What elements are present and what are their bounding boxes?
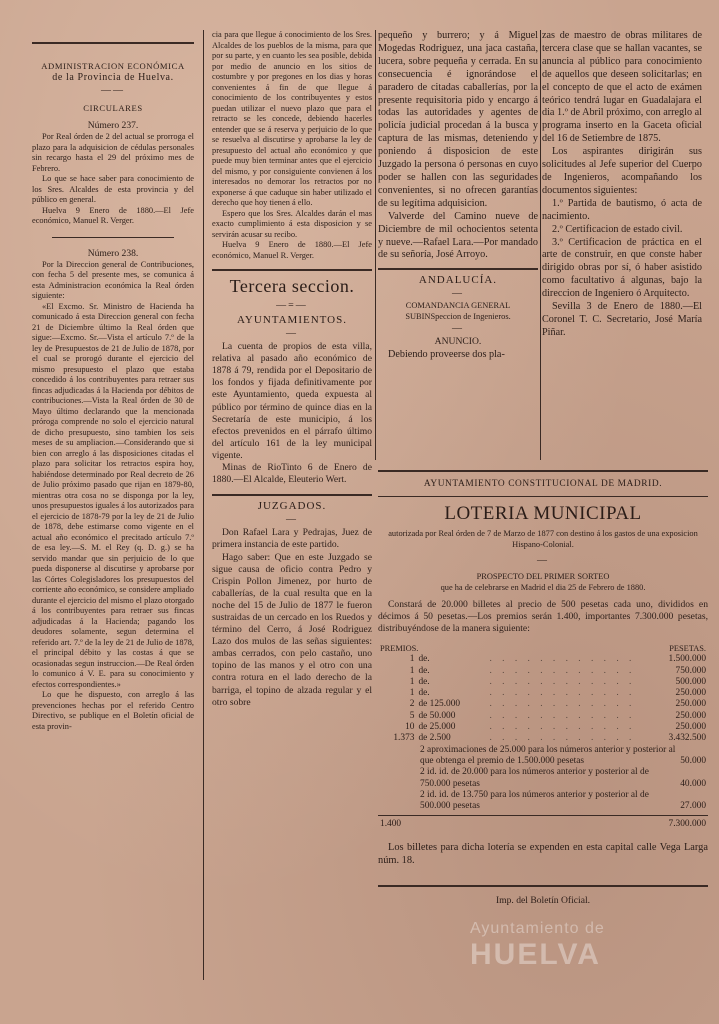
prizes-table (378, 643, 708, 654)
juzgados-heading: JUZGADOS. (257, 500, 327, 513)
ayuntamientos-signature: Minas de RioTinto 6 de Enero de 1880.—El Alcalde, Eleuterio Wert. (212, 462, 372, 486)
prize-row (378, 722, 708, 733)
dot-leader: . . . . . . . . . . . . (489, 676, 636, 687)
premios-column-header: PREMIOS. (380, 644, 419, 653)
total-amount: 7.300.000 (668, 819, 706, 830)
divider: —— (101, 85, 125, 97)
requirement-3: 3.º Certificacion de práctica en el arte de construir, en que conste haber dirigido obras por sí, ó haber asistido como facultativo á algunas, bajo la direccion de Ingeniero ó Arquitecto. (542, 236, 702, 300)
divider: — (286, 328, 298, 340)
prize-desc: de. (418, 688, 430, 699)
loteria-title: LOTERIA MUNICIPAL (444, 503, 642, 524)
prize-desc: de. (418, 676, 430, 687)
notice-238-request: Espero que los Sres. Alcaldes darán el mas exacto cumplimiento á esta disposicion y se servirán acusar su recibo. (212, 208, 372, 239)
approximation-amount: 50.000 (680, 755, 706, 766)
watermark-line-2: HUELVA (470, 938, 601, 971)
prize-row (378, 654, 708, 665)
section-rule (378, 268, 538, 270)
anuncio-continuation: zas de maestro de obras militares de tercera clase que se hallan vacantes, se anuncia al público para conocimiento de aquellos que deseen solicitarlas; en el concepto de que el acto de exámen teórico tendrá lugar en Guadalajara el dia 1.º de Abril próximo, con arreglo al programa inserto en la Gaceta oficial del 16 de Setiembre de 1875. (542, 30, 702, 145)
prize-amount: 1.500.000 (668, 654, 706, 665)
prospecto-date: que ha de celebrarse en Madrid el dia 25 de Febrero de 1880. (440, 582, 646, 592)
andalucia-heading: ANDALUCÍA. (418, 274, 498, 287)
anuncio-requirements: Los aspirantes dirigirán sus solicitudes al Jefe superior del Cuerpo de Ingenieros, acompañando los documentos siguientes: (542, 146, 702, 196)
requirement-2: 2.º Certificacion de estado civil. (552, 223, 683, 235)
notice-238-closing: Lo que he dispuesto, con arreglo á las prevenciones hechas por el referido Centro Directivo, se publique en el Boletín oficial de esta provin- (32, 690, 194, 731)
prize-amount: 750.000 (675, 665, 706, 676)
admin-title: ADMINISTRACION ECONÓMICA (41, 61, 185, 71)
divider: — (286, 514, 298, 526)
prize-row (378, 699, 708, 710)
ayuntamientos-heading: AYUNTAMIENTOS. (237, 314, 347, 326)
divider: — (452, 323, 464, 335)
notice-238-title: Número 238. (87, 247, 139, 259)
ayuntamientos-body: La cuenta de propios de esta villa, relativa al pasado año económico de 1878 á 79, rendida por el Depositario de los fondos y fijada definitivamente por este Ayuntamiento, queda expuesta al público por término de quince dias en la Secretaría de este municipio, á los efectos prevenidos en el párrafo último del artículo 161 de la ley municipal vigente. (212, 341, 372, 461)
dot-leader: . . . . . . . . . . . . (489, 733, 636, 744)
approximation-row (378, 767, 708, 790)
imprenta: Imp. del Boletín Oficial. (495, 894, 591, 906)
prize-desc: de 50.000 (418, 710, 456, 721)
loteria-intro: Constará de 20.000 billetes al precio de 500 pesetas cada uno, divididos en décimos á 50 pesetas.—Los premios serán 1.400, importantes 7.300.000 pesetas, distribuyéndose de la manera siguiente: (378, 599, 708, 634)
prize-desc: de 2.500 (418, 733, 451, 744)
prize-amount: 250.000 (675, 722, 706, 733)
dot-leader: . . . . . . . . . . . . (489, 710, 636, 721)
prize-row (378, 688, 708, 699)
top-rule (32, 42, 194, 44)
billetes-notice: Los billetes para dicha lotería se expenden en esta capital calle Vega Larga núm. 18. (378, 841, 708, 866)
admin-subtitle: de la Provincia de Huelva. (52, 72, 174, 84)
prospecto-heading: PROSPECTO DEL PRIMER SORTEO (476, 572, 610, 581)
approximation-desc: 2 id. id. de 13.750 para los números anterior y posterior al de 500.000 pesetas (420, 789, 649, 812)
prize-qty: 5 (409, 710, 415, 721)
prize-amount: 250.000 (675, 688, 706, 699)
loteria-subtitle: autorizada por Real órden de 7 de Marzo de 1877 con destino á los gastos de una exposicion Hispano-Colonial. (388, 529, 698, 549)
divider: — (452, 288, 464, 300)
column-1 (32, 30, 194, 732)
divider: —=— (276, 300, 308, 311)
divider: — (537, 555, 549, 566)
pesetas-column-header: PESETAS. (669, 644, 706, 653)
column-rule-2 (375, 30, 376, 460)
section-rule (378, 470, 708, 472)
notice-237-title: Número 237. (87, 120, 139, 132)
section-rule (212, 269, 372, 271)
comandancia-heading: COMANDANCIA GENERAL SUBINSpeccion de Ingenieros. (405, 301, 511, 321)
anuncio-body: Debiendo proveerse dos pla- (388, 348, 505, 360)
section-title: Tercera seccion. (229, 276, 355, 296)
prizes-rows (378, 654, 708, 744)
prize-desc: de. (418, 665, 430, 676)
anuncio-heading: ANUNCIO. (434, 336, 482, 348)
juzgados-judge: Don Rafael Lara y Pedrajas, Juez de primera instancia de este partido. (212, 527, 372, 551)
total-qty: 1.400 (380, 819, 402, 830)
juzgados-body: Hago saber: Que en este Juzgado se sigue causa de oficio contra Pedro y Crispin Pollon Jimenez, por hurto de caballerías, de la cual resulta que en la noche del 15 de Julio de 1877 le fueron sustraidas de un cercado en los Ruedos y término del Cerro, á José Rodriguez Lazo dos mulos de las señas siguientes: ambas cerrados, con pelo castaño, uno topino de las manos y el otro con una contra rotura en el lado derecho de la barriga, el topino de alzada regular y el otro sobre (212, 551, 372, 708)
column-rule-1 (203, 30, 204, 980)
loteria-block (378, 466, 708, 907)
notice-238-signature: Huelva 9 Enero de 1880.—El Jefe económico, Manuel R. Verger. (212, 240, 372, 260)
prize-row (378, 733, 708, 744)
dot-leader: . . . . . . . . . . . . (489, 722, 636, 733)
prize-amount: 500.000 (675, 676, 706, 687)
section-rule (212, 494, 372, 496)
notice-238-continuation: cia para que llegue á conocimiento de los Sres. Alcaldes de los pueblos de la misma, para que por su parte, y en cuanto les sea posible, debida por medio de anuncio en los sitios de costumbre y por pregones en los dias y horas convenientes á fin de que llegue á conocimiento de los contribuyentes y estos puedan utilizar el nuevo plazo que para el retracto se les concede, debiendo hacerles entender que se á reserva y perjuicio de lo que se resuelva al discutirse y aprobarse la ley de presupuesto del actual año económico y que puede muy bien terminar antes que el ejercicio del mismo, y por consiguiente convienen á los interesados no demorar los retractos por no exponerse á que caduque sin haber utilizado el derecho que hoy tienen á ello. (212, 30, 372, 207)
prize-desc: de 25.000 (418, 722, 456, 733)
dot-leader: . . . . . . . . . . . . (489, 688, 636, 699)
anuncio-signature: Sevilla 3 de Enero de 1880.—El Coronel T. C. Secretario, José María Piñar. (542, 301, 702, 338)
watermark-line-1: Ayuntamiento de (470, 920, 605, 937)
prize-amount: 250.000 (675, 710, 706, 721)
section-rule (378, 885, 708, 887)
prize-row (378, 711, 708, 722)
approximation-desc: 2 aproximaciones de 25.000 para los números anterior y posterior al que obtenga el premio de 1.500.000 pesetas (420, 744, 676, 766)
prize-qty: 1.373 (393, 733, 415, 744)
loteria-ayuntamiento: AYUNTAMIENTO CONSTITUCIONAL DE MADRID. (423, 479, 663, 489)
requisitoria-body: pequeño y burrero; y á Miguel Mogedas Rodriguez, una jaca castaña, lucera, sobre pequeña y cerrada. En su consecuencia é ignorándose el paradero de citadas caballerías, por la presente requisitoria pido y encargo á todas las autoridades y agentes de policía judicial procedan á la busca y captura de las mismas, deteniendo y poniendo á disposicion de este Juzgado la persona ó personas en cuyo poder se hallen con las seguridades convenientes, si no ofrecen garantías de su legítima adquisicion. (378, 30, 538, 209)
divider (52, 237, 174, 238)
dot-leader: . . . . . . . . . . . . (489, 665, 636, 676)
requisitoria-signature: Valverde del Camino nueve de Diciembre de mil ochocientos setenta y nueve.—Rafael Lara.—Por mandado de su señoría, José Arroyo. (378, 210, 538, 261)
approximation-amount: 40.000 (680, 778, 706, 789)
prize-qty: 1 (409, 688, 415, 699)
column-2 (212, 30, 372, 709)
dot-leader (538, 643, 553, 654)
prize-amount: 250.000 (675, 699, 706, 710)
prize-qty: 1 (409, 676, 415, 687)
approximations-table (378, 745, 708, 813)
column-4 (542, 30, 702, 340)
prize-qty: 1 (409, 654, 415, 665)
prize-desc: de. (418, 654, 430, 665)
totals-row (378, 819, 708, 830)
column-3 (378, 30, 538, 361)
totals-rule (378, 815, 708, 816)
dot-leader: . . . . . . . . . . . . (489, 654, 636, 665)
approximation-row (378, 790, 708, 813)
watermark (470, 920, 710, 972)
prize-rows-table (378, 654, 708, 744)
notice-238-body: «El Excmo. Sr. Ministro de Hacienda ha comunicado á esta Direccion general con fecha 21 de Diciembre último la Real órden que sigue:—Excmo. Sr.—Vista el artículo 7.º de la ley de Presupuestos de 21 de Julio de 1878, por el cual se prorogó durante el ejercicio del mismo presupuesto el plazo que estaba concedido á los contribuyentes para retraer sus fincas adjudicadas á la Hacienda por débitos de contribuciones.—Vista la Real órden de 30 de Mayo último declarando que la mencionada próroga comprende no solo el ejercicio natural de dicho presupuesto, sino tambien los seis meses de su ampliacion.—Considerando que si bien con arreglo á las disposiciones citadas el plazo para solicitar los retractos espira hoy, habiéndose determinado por Real decreto de 26 de Julio próximo pasado que rijan en 1879-80, mientras otra cosa no se disponga por la ley, unos presupuestos iguales á los autorizados para el ejercicio de 1878-79 por la ley de 21 de Julio de 1878, debe estimarse como vigente en el actual año económico el precitado artículo 7.º de esa ley.—S. M. el Rey (q. D. g.) se ha servido mandar que sin perjuicio de lo que pueda disponerse al discutirse y aprobarse por las Córtes Colegisladores los presupuestos del corriente año económico, se considere ampliado durante el ejercicio del mismo el plazo otorgado á los contribuyentes para retraer sus fincas adjudicadas á la Hacienda; pagando los deudores solamente, segun determina el referido art. 7.º de la ley de 21 de Julio de 1878, el principal débito y las costas á que se ocasionadas segun instruccion.—De Real órden lo comunico á V. E. para su conocimiento y efectos correspondientes.» (32, 301, 194, 689)
notice-237-signature: Huelva 9 Enero de 1880.—El Jefe económico, Manuel R. Verger. (32, 205, 194, 226)
prize-qty: 10 (405, 722, 415, 733)
prize-row (378, 666, 708, 677)
divider (378, 496, 708, 497)
prize-qty: 2 (409, 699, 415, 710)
dot-leader: . . . . . . . . . . . . (489, 699, 636, 710)
prize-qty: 1 (409, 665, 415, 676)
notice-237-body: Por Real órden de 2 del actual se prorroga el plazo para la adquisicion de cédulas personales sin recargo hasta el 29 del próximo mes de Febrero. (32, 132, 194, 173)
notice-238-intro: Por la Direccion general de Contribuciones, con fecha 5 del presente mes, se comunica á esta Administracion económica la Real órden siguiente: (32, 259, 194, 301)
notice-237-body-2: Lo que se hace saber para conocimiento de los Sres. Alcaldes de esta provincia y del público en general. (32, 174, 194, 205)
prize-row (378, 677, 708, 688)
approximation-desc: 2 id. id. de 20.000 para los números anterior y posterior al de 750.000 pesetas (420, 767, 649, 789)
circulares-heading: CIRCULARES (83, 103, 143, 114)
approximation-row (378, 745, 708, 768)
prize-desc: de 125.000 (418, 699, 461, 710)
prizes-header-row (378, 643, 708, 654)
prize-amount: 3.432.500 (668, 733, 706, 744)
totals-table (378, 819, 708, 830)
approximation-amount: 27.000 (680, 801, 706, 812)
requirement-1: 1.º Partida de bautismo, ó acta de nacimiento. (542, 197, 702, 222)
column-rule-3 (540, 30, 541, 460)
